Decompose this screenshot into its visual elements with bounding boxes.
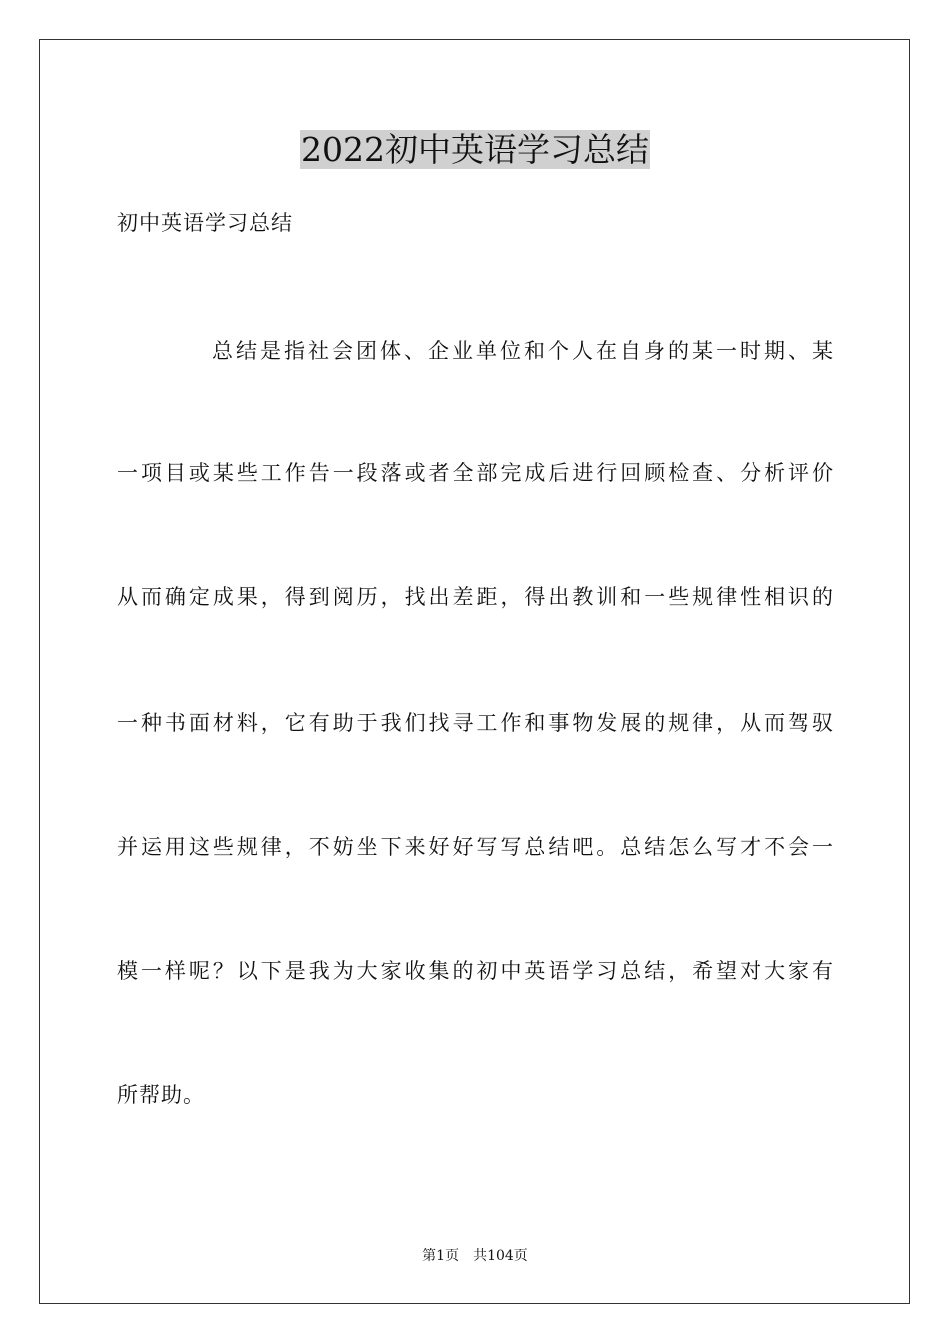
document-subtitle: 初中英语学习总结 bbox=[117, 211, 293, 235]
page-footer: 第1页 共104页 bbox=[422, 1248, 528, 1264]
paragraph-line: 从而确定成果，得到阅历，找出差距，得出教训和一些规律性相识的 bbox=[117, 585, 833, 609]
document-title bbox=[0, 128, 950, 172]
paragraph-line: 一种书面材料，它有助于我们找寻工作和事物发展的规律，从而驾驭 bbox=[117, 711, 833, 735]
paragraph-line: 所帮助。 bbox=[117, 1083, 205, 1107]
paragraph-line: 模一样呢？以下是我为大家收集的初中英语学习总结，希望对大家有 bbox=[117, 959, 833, 983]
document-title-text: 2022初中英语学习总结 bbox=[301, 130, 649, 169]
paragraph-line: 一项目或某些工作告一段落或者全部完成后进行回顾检查、分析评价 bbox=[117, 461, 833, 485]
paragraph-line: 并运用这些规律，不妨坐下来好好写写总结吧。总结怎么写才不会一 bbox=[117, 835, 833, 859]
paragraph-line: 总结是指社会团体、企业单位和个人在自身的某一时期、某 bbox=[212, 339, 833, 363]
